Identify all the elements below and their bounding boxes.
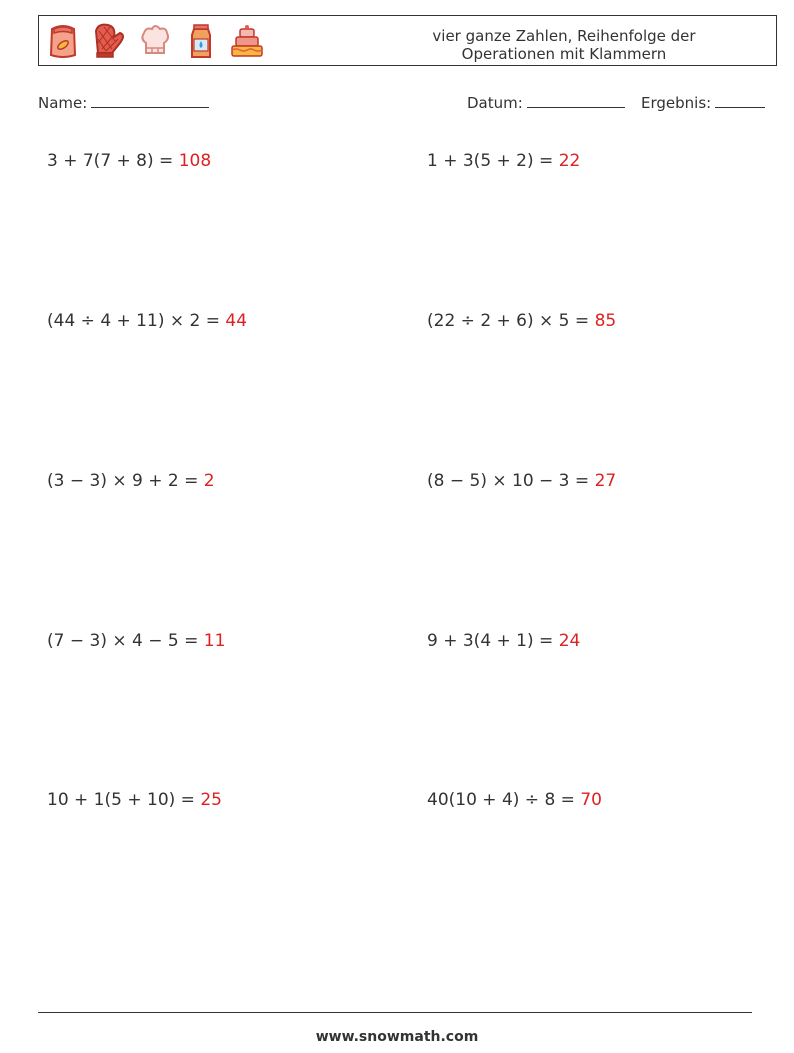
problem-answer: 44 xyxy=(225,311,248,331)
name-label: Name: xyxy=(38,94,88,112)
problem-1 xyxy=(47,151,211,171)
problem-expression: (8 − 5) × 10 − 3 = xyxy=(427,471,595,491)
header-box xyxy=(38,15,777,66)
problem-6 xyxy=(427,471,616,491)
oven-mitt-icon xyxy=(90,21,128,61)
icon-row xyxy=(44,21,266,61)
problem-expression: (7 − 3) × 4 − 5 = xyxy=(47,631,204,651)
date-blank[interactable] xyxy=(527,93,625,108)
problem-answer: 27 xyxy=(594,471,617,491)
footer-divider xyxy=(38,1012,752,1013)
problem-2 xyxy=(427,151,580,171)
date-label: Datum: xyxy=(467,94,523,112)
problem-answer: 85 xyxy=(594,311,617,331)
problem-9 xyxy=(47,790,222,810)
problem-expression: 40(10 + 4) ÷ 8 = xyxy=(427,790,581,810)
problem-answer: 108 xyxy=(178,151,212,171)
problem-answer: 25 xyxy=(200,790,222,810)
chef-hat-icon xyxy=(136,21,174,61)
problem-10 xyxy=(427,790,602,810)
problem-expression: (3 − 3) × 9 + 2 = xyxy=(47,471,204,491)
result-field xyxy=(641,93,765,112)
cake-icon xyxy=(228,21,266,61)
problem-expression: (22 ÷ 2 + 6) × 5 = xyxy=(427,311,595,331)
problem-8 xyxy=(427,631,580,651)
problem-7 xyxy=(47,631,225,651)
problem-expression: 9 + 3(4 + 1) = xyxy=(427,631,559,651)
problem-expression: (44 ÷ 4 + 11) × 2 = xyxy=(47,311,226,331)
problem-expression: 1 + 3(5 + 2) = xyxy=(427,151,559,171)
problem-3 xyxy=(47,311,247,331)
problem-answer: 22 xyxy=(558,151,581,171)
name-blank[interactable] xyxy=(91,93,209,108)
title-line-2: Operationen mit Klammern xyxy=(461,45,667,63)
flour-sack-icon xyxy=(44,21,82,61)
footer-url: www.snowmath.com xyxy=(315,1029,479,1045)
title-line-1: vier ganze Zahlen, Reihenfolge der xyxy=(432,27,696,45)
worksheet-title xyxy=(404,27,724,63)
problem-4 xyxy=(427,311,616,331)
result-label: Ergebnis: xyxy=(641,94,712,112)
date-field xyxy=(467,93,625,112)
problem-answer: 2 xyxy=(203,471,215,491)
milk-carton-icon xyxy=(182,21,220,61)
problem-answer: 24 xyxy=(558,631,581,651)
name-field xyxy=(38,93,209,112)
problem-5 xyxy=(47,471,215,491)
result-blank[interactable] xyxy=(715,93,765,108)
problem-expression: 3 + 7(7 + 8) = xyxy=(47,151,179,171)
problem-answer: 70 xyxy=(580,790,602,810)
problem-answer: 11 xyxy=(203,631,226,651)
problem-expression: 10 + 1(5 + 10) = xyxy=(47,790,201,810)
